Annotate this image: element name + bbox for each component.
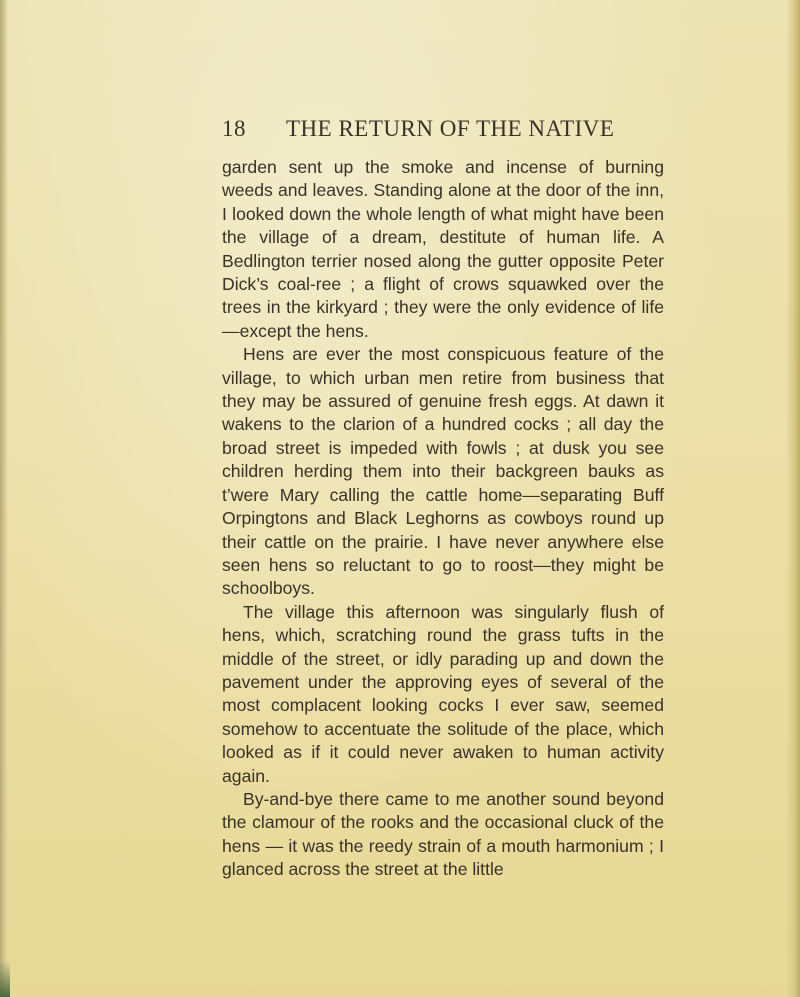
page-corner-mark [0, 961, 10, 997]
paragraph-4: By-and-bye there came to me another sound beyond the clamour of the rooks and the occasional cluck of the hens — it was the reedy strain of a mouth harmonium ; I glanced across the street at the little [222, 788, 664, 880]
page-number: 18 [222, 116, 246, 141]
paragraph-3: The village this afternoon was singularly flush of hens, which, scratching round the grass tufts in the middle of the street, or idly parading up and down the pavement under the approving eyes of several of the most complacent looking cocks I ever saw, seemed somehow to accentuate the solitude of the place, which looked as if it could never awaken to human activity again. [222, 601, 664, 786]
page-outer-edge [786, 0, 800, 997]
chapter-title: THE RETURN OF THE NATIVE [286, 116, 615, 141]
running-head [222, 116, 662, 148]
page-gutter-edge [0, 0, 8, 997]
paragraph-2: Hens are ever the most conspicuous feature of the village, to which urban men retire from business that they may be assured of genuine fresh eggs. At dawn it wakens to the clarion of a hundred cocks ; all day the broad street is impeded with fowls ; at dusk you see children herding them into their backgreen bauks as t’were Mary calling the cattle home—separating Buff Orpingtons and Black Leghorns as cowboys round up their cattle on the prairie. I have never anywhere else seen hens so reluctant to go to roost—they might be schoolboys. [222, 344, 664, 599]
paragraph-1: garden sent up the smoke and incense of burning weeds and leaves. Standing alone at the door of the inn, I looked down the whole length of what might have been the village of a dream, destitute of human life. A Bedlington terrier nosed along the gutter opposite Peter Dick’s coal-ree ; a flight of crows squawked over the trees in the kirkyard ; they were the only evidence of life—except the hens. [222, 157, 664, 341]
body-text [222, 156, 664, 880]
